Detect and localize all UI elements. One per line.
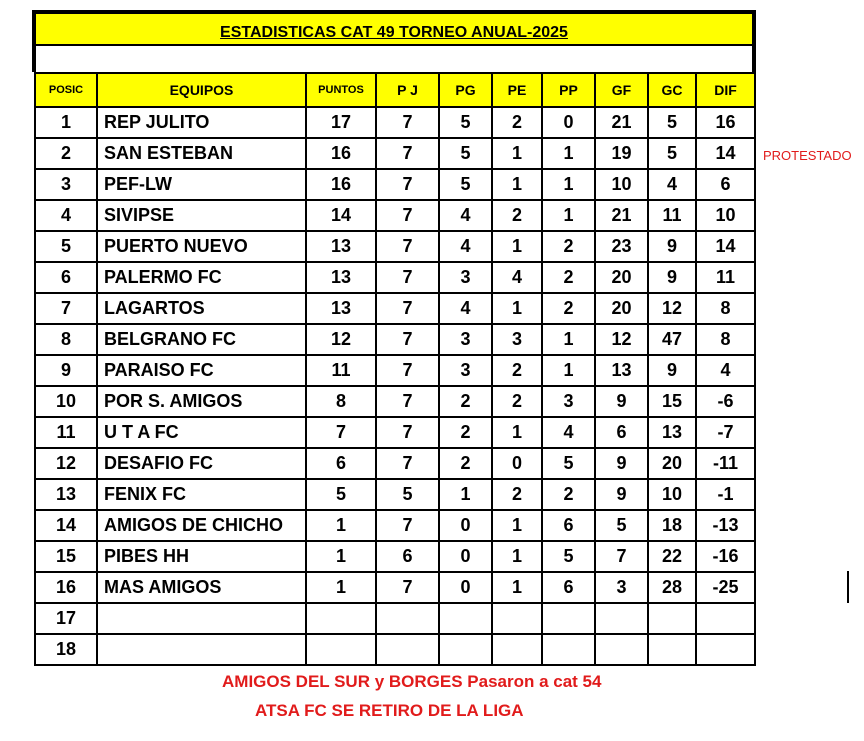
table-row [35,138,755,169]
table-body [35,107,755,665]
cell-pos: 5 [35,231,97,262]
cell-pp [542,634,595,665]
table-row [35,510,755,541]
cell-gf [595,634,648,665]
col-header-gc: GC [648,73,696,107]
title-spacer-row [32,44,756,72]
cell-gf: 19 [595,138,648,169]
table-header-row [35,73,755,107]
table-row [35,324,755,355]
cell-pp: 6 [542,572,595,603]
cell-pts: 7 [306,417,376,448]
cell-pp: 2 [542,262,595,293]
cell-dif: -6 [696,386,755,417]
cell-team: PIBES HH [97,541,306,572]
cell-gf: 20 [595,262,648,293]
cell-pe: 0 [492,448,542,479]
cell-dif: 8 [696,293,755,324]
cell-pp: 2 [542,231,595,262]
cell-pts: 8 [306,386,376,417]
cell-pe: 1 [492,169,542,200]
cell-team: U T A FC [97,417,306,448]
cell-gf [595,603,648,634]
table-row [35,231,755,262]
cell-pg: 4 [439,231,492,262]
cell-team: PARAISO FC [97,355,306,386]
cell-dif: 4 [696,355,755,386]
cell-pj: 5 [376,479,439,510]
col-header-pp: PP [542,73,595,107]
cell-gc: 9 [648,262,696,293]
page-title: ESTADISTICAS CAT 49 TORNEO ANUAL-2025 [220,24,568,41]
cell-pj: 7 [376,262,439,293]
col-header-dif: DIF [696,73,755,107]
cell-team: REP JULITO [97,107,306,138]
cell-team: PALERMO FC [97,262,306,293]
cell-pg: 2 [439,448,492,479]
footer-note-1: AMIGOS DEL SUR y BORGES Pasaron a cat 54 [222,672,602,691]
cell-pts: 1 [306,541,376,572]
cell-pj: 7 [376,386,439,417]
cell-gc: 5 [648,138,696,169]
cell-team: SAN ESTEBAN [97,138,306,169]
cell-pts: 11 [306,355,376,386]
cell-pg: 0 [439,572,492,603]
cell-pp: 2 [542,479,595,510]
cell-gc: 5 [648,107,696,138]
table-row [35,355,755,386]
col-header-pj: P J [376,73,439,107]
cell-gc: 9 [648,231,696,262]
table-row [35,107,755,138]
cell-pp: 1 [542,200,595,231]
cell-pe: 2 [492,355,542,386]
cell-pts: 16 [306,138,376,169]
cell-gf: 6 [595,417,648,448]
cell-pp: 1 [542,355,595,386]
cell-team: MAS AMIGOS [97,572,306,603]
table-row [35,572,755,603]
cell-pe: 1 [492,510,542,541]
cell-pp: 1 [542,324,595,355]
cell-team [97,634,306,665]
cell-gc: 13 [648,417,696,448]
cell-pp: 1 [542,138,595,169]
cell-pts: 12 [306,324,376,355]
table-row [35,200,755,231]
cell-pp: 5 [542,541,595,572]
cell-gf: 13 [595,355,648,386]
cell-team: AMIGOS DE CHICHO [97,510,306,541]
cell-pos: 12 [35,448,97,479]
cell-pj: 7 [376,107,439,138]
table-row [35,634,755,665]
footer-note-2: ATSA FC SE RETIRO DE LA LIGA [255,701,524,720]
cell-pg: 1 [439,479,492,510]
cell-pe: 2 [492,479,542,510]
cell-pe: 1 [492,293,542,324]
cell-team: SIVIPSE [97,200,306,231]
cell-gc: 10 [648,479,696,510]
cell-dif: -11 [696,448,755,479]
cell-pj: 7 [376,448,439,479]
cell-pj: 7 [376,138,439,169]
cell-dif: -25 [696,572,755,603]
cell-pts: 13 [306,262,376,293]
cell-gf: 3 [595,572,648,603]
col-header-posic: POSIC [35,73,97,107]
table-row [35,479,755,510]
cell-gc: 22 [648,541,696,572]
cell-gf: 21 [595,200,648,231]
cell-gc: 15 [648,386,696,417]
cell-pg: 3 [439,262,492,293]
title-banner [32,10,756,44]
cell-gf: 7 [595,541,648,572]
cell-pos: 17 [35,603,97,634]
cell-pj: 7 [376,293,439,324]
cell-pos: 16 [35,572,97,603]
cell-team: POR S. AMIGOS [97,386,306,417]
cell-dif [696,603,755,634]
cell-pos: 6 [35,262,97,293]
cell-gc: 28 [648,572,696,603]
cell-gf: 12 [595,324,648,355]
cell-gf: 5 [595,510,648,541]
cell-team: DESAFIO FC [97,448,306,479]
table-row [35,169,755,200]
cell-dif: -7 [696,417,755,448]
cell-pp: 4 [542,417,595,448]
cell-pg: 4 [439,293,492,324]
cell-pe: 1 [492,231,542,262]
cell-gc: 20 [648,448,696,479]
cell-pe [492,603,542,634]
cell-gc: 11 [648,200,696,231]
table-row [35,541,755,572]
protest-note: PROTESTADO [763,148,852,163]
cell-dif: 14 [696,138,755,169]
cell-gf: 10 [595,169,648,200]
cell-pe: 4 [492,262,542,293]
cell-pos: 18 [35,634,97,665]
cell-pe: 2 [492,200,542,231]
cell-pj: 6 [376,541,439,572]
cell-pe: 2 [492,107,542,138]
cell-gc: 18 [648,510,696,541]
cell-pos: 15 [35,541,97,572]
cell-dif: 10 [696,200,755,231]
cell-pts [306,634,376,665]
cell-pts: 13 [306,293,376,324]
col-header-puntos: PUNTOS [306,73,376,107]
cell-dif: 11 [696,262,755,293]
cell-pp: 6 [542,510,595,541]
cell-pts: 6 [306,448,376,479]
cell-pos: 4 [35,200,97,231]
cell-pg: 2 [439,417,492,448]
col-header-equipos: EQUIPOS [97,73,306,107]
cell-dif: 14 [696,231,755,262]
cell-pg [439,634,492,665]
cell-team: PUERTO NUEVO [97,231,306,262]
cell-pg: 4 [439,200,492,231]
cell-pj: 7 [376,417,439,448]
cell-pos: 7 [35,293,97,324]
cell-pos: 10 [35,386,97,417]
cell-pj: 7 [376,324,439,355]
cell-pos: 8 [35,324,97,355]
cell-pos: 1 [35,107,97,138]
cell-pe: 1 [492,572,542,603]
cell-dif: 16 [696,107,755,138]
cell-gf: 9 [595,479,648,510]
cell-pos: 9 [35,355,97,386]
table-row [35,417,755,448]
table-row [35,448,755,479]
cell-gc [648,603,696,634]
cell-team: BELGRANO FC [97,324,306,355]
cell-gf: 20 [595,293,648,324]
cell-gf: 9 [595,386,648,417]
cell-gc [648,634,696,665]
cell-pg: 5 [439,138,492,169]
cell-gc: 12 [648,293,696,324]
table-row [35,262,755,293]
cell-pp: 1 [542,169,595,200]
cell-pj: 7 [376,572,439,603]
cell-pts [306,603,376,634]
text-cursor [847,571,849,603]
cell-team [97,603,306,634]
cell-pos: 3 [35,169,97,200]
cell-gc: 9 [648,355,696,386]
table-row [35,603,755,634]
cell-pos: 13 [35,479,97,510]
col-header-pg: PG [439,73,492,107]
col-header-gf: GF [595,73,648,107]
cell-pts: 17 [306,107,376,138]
cell-gc: 4 [648,169,696,200]
cell-dif: 8 [696,324,755,355]
cell-pos: 2 [35,138,97,169]
cell-pts: 1 [306,572,376,603]
cell-pj: 7 [376,200,439,231]
cell-pg: 0 [439,510,492,541]
table-row [35,386,755,417]
cell-team: FENIX FC [97,479,306,510]
cell-pts: 13 [306,231,376,262]
cell-pos: 14 [35,510,97,541]
standings-table [34,72,756,666]
cell-gf: 23 [595,231,648,262]
cell-pg: 0 [439,541,492,572]
cell-pg: 3 [439,324,492,355]
cell-pg [439,603,492,634]
cell-dif: -1 [696,479,755,510]
cell-pj: 7 [376,169,439,200]
cell-pts: 1 [306,510,376,541]
cell-pg: 5 [439,169,492,200]
cell-pe: 1 [492,417,542,448]
cell-pg: 3 [439,355,492,386]
table-row [35,293,755,324]
cell-dif: 6 [696,169,755,200]
cell-pg: 2 [439,386,492,417]
cell-pp: 2 [542,293,595,324]
cell-gc: 47 [648,324,696,355]
cell-pj [376,634,439,665]
cell-pts: 16 [306,169,376,200]
cell-pe [492,634,542,665]
cell-pp: 3 [542,386,595,417]
cell-pj [376,603,439,634]
cell-pj: 7 [376,355,439,386]
cell-pp: 0 [542,107,595,138]
cell-pj: 7 [376,231,439,262]
cell-pts: 14 [306,200,376,231]
cell-pe: 1 [492,138,542,169]
cell-pp [542,603,595,634]
cell-pe: 1 [492,541,542,572]
cell-pts: 5 [306,479,376,510]
cell-dif: -16 [696,541,755,572]
cell-dif [696,634,755,665]
cell-pg: 5 [439,107,492,138]
cell-pp: 5 [542,448,595,479]
cell-gf: 21 [595,107,648,138]
cell-pe: 3 [492,324,542,355]
cell-team: PEF-LW [97,169,306,200]
cell-gf: 9 [595,448,648,479]
cell-pe: 2 [492,386,542,417]
cell-pos: 11 [35,417,97,448]
cell-team: LAGARTOS [97,293,306,324]
cell-dif: -13 [696,510,755,541]
cell-pj: 7 [376,510,439,541]
col-header-pe: PE [492,73,542,107]
